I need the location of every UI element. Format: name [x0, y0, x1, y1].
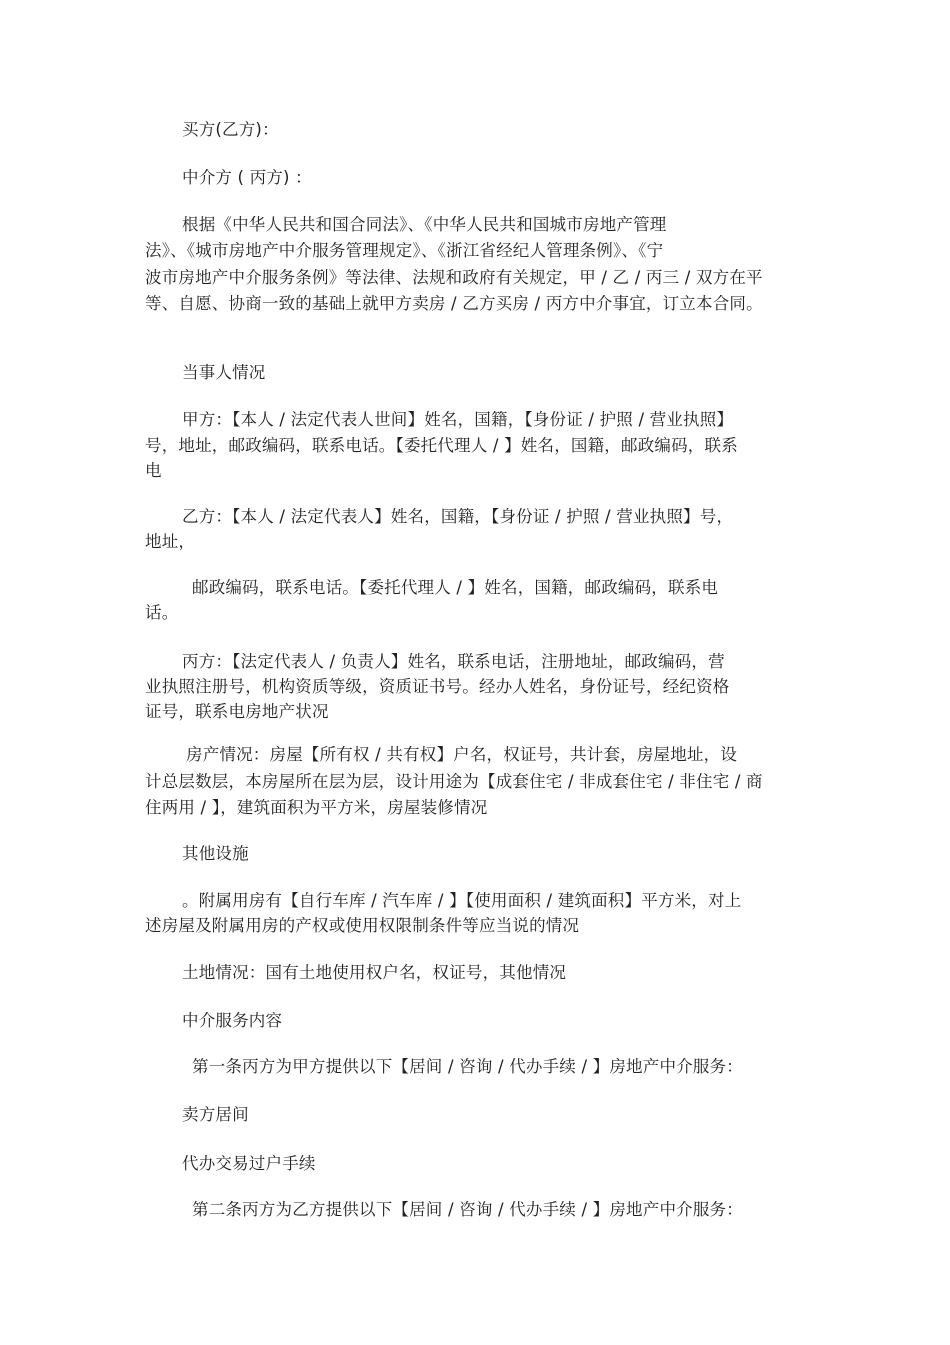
annex-line-1: 。附属用房有【自行车库 / 汽车库 / 】【使用面积 / 建筑面积】平方米，对上 [182, 891, 742, 910]
party-b-line-1: 乙方：【本人 / 法定代表人】姓名，国籍，【身份证 / 护照 / 营业执照】号， [182, 507, 734, 526]
party-b-line-2: 地址， [145, 532, 196, 551]
preamble-line-4: 等、自愿、协商一致的基础上就甲方卖房 / 乙方买房 / 丙方中介事宜，订立本合同。 [145, 294, 763, 313]
preamble-line-2: 法》、《城市房地产中介服务管理规定》、《浙江省经纪人管理条例》、《宁 [145, 241, 664, 260]
agent-line: 中介方 ( 丙方) ： [182, 168, 312, 187]
party-c-line-3: 证号，联系电房地产状况 [145, 702, 329, 721]
property-line-2: 计总层数层，本房屋所在层为层，设计用途为【成套住宅 / 非成套住宅 / 非住宅 / 商 [145, 772, 763, 791]
preamble-line-3: 波市房地产中介服务条例》等法律、法规和政府有关规定，甲 / 乙 / 丙三 / 双方在平 [145, 268, 763, 287]
party-a-line-1: 甲方：【本人 / 法定代表人世间】姓名，国籍，【身份证 / 护照 / 营业执照】 [182, 410, 734, 429]
property-line-1: 房产情况：房屋【所有权 / 共有权】户名，权证号，共计套，房屋地址，设 [186, 745, 738, 764]
land-line: 土地情况：国有土地使用权户名，权证号，其他情况 [182, 963, 567, 982]
annex-line-2: 述房屋及附属用房的产权或使用权限制条件等应当说的情况 [145, 916, 580, 935]
seller-brokerage-line: 卖方居间 [182, 1105, 249, 1124]
section-heading-services: 中介服务内容 [182, 1011, 283, 1030]
property-line-3: 住两用 / 】，建筑面积为平方米，房屋装修情况 [145, 798, 488, 817]
other-facilities-heading: 其他设施 [182, 844, 249, 863]
section-heading-parties: 当事人情况 [182, 363, 266, 382]
party-a-line-3: 电 [145, 461, 162, 480]
party-b-line-4: 话。 [145, 603, 179, 622]
transfer-procedures-line: 代办交易过户手续 [182, 1154, 316, 1173]
preamble-line-1: 根据《中华人民共和国合同法》、《中华人民共和国城市房地产管理 [182, 215, 667, 234]
party-b-line-3: 邮政编码，联系电话。【委托代理人 / 】姓名，国籍，邮政编码，联系电 [192, 578, 719, 597]
party-c-line-1: 丙方：【法定代表人 / 负责人】姓名，联系电话，注册地址，邮政编码，营 [182, 652, 725, 671]
article-2-line: 第二条丙方为乙方提供以下【居间 / 咨询 / 代办手续 / 】房地产中介服务： [192, 1200, 743, 1219]
party-a-line-2: 号，地址，邮政编码，联系电话。【委托代理人 / 】姓名，国籍，邮政编码，联系 [145, 436, 738, 455]
article-1-line: 第一条丙方为甲方提供以下【居间 / 咨询 / 代办手续 / 】房地产中介服务： [192, 1057, 743, 1076]
party-c-line-2: 业执照注册号，机构资质等级，资质证书号。经办人姓名，身份证号，经纪资格 [145, 677, 730, 696]
buyer-line: 买方(乙方)： [182, 120, 279, 139]
